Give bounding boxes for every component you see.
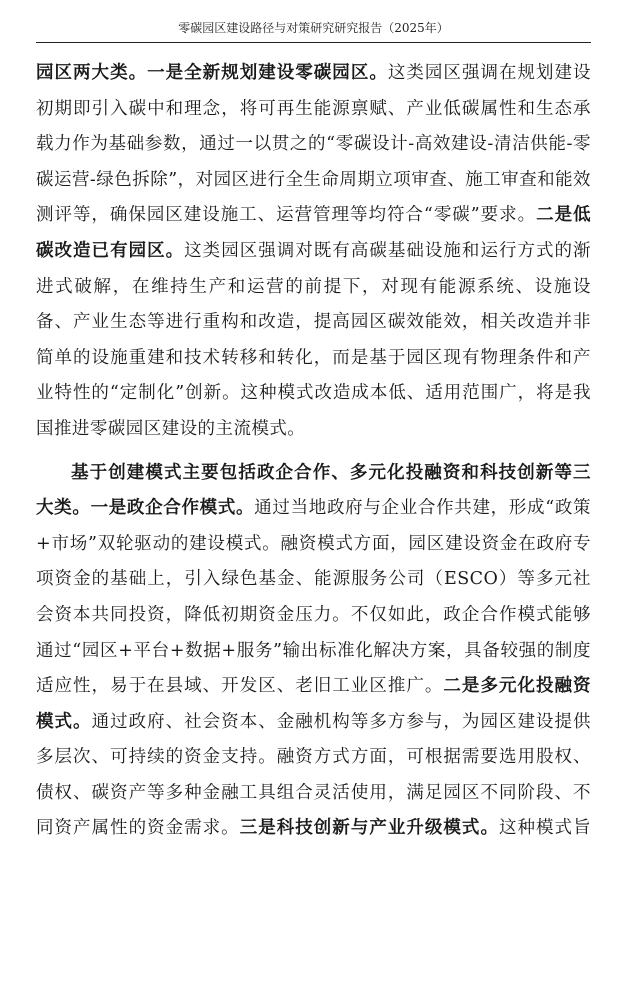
text-run: 这种模式旨: [498, 818, 591, 839]
text-run: 这类园区强调在规划建设初期即引入碳中和理念，将可再生能源禀赋、产业低碳属性和生态承载力作为基础参数，通过一以贯之的“零碳设计-高效建设-清洁供能-零碳运营-绿色拆除”，对园区进行全生命周期立项审查、施工审查和能效测评等，确保园区建设施工、运营管理等均符合“零碳”要求。: [36, 63, 592, 226]
bold-phrase: 一是政企合作模式。: [90, 498, 255, 519]
document-body: [36, 56, 591, 847]
bold-phrase: 园区两大类。: [36, 63, 148, 83]
text-run: 通过当地政府与企业合作共建，形成“政策+市场”双轮驱动的建设模式。融资模式方面，园区建设资金在政府专项资金的基础上，引入绿色基金、能源服务公司（ESCO）等多元社会资本共同投资，降低初期资金压力。不仅如此，政企合作模式能够通过“园区+平台+数据+服务”输出标准化解决方案，具备较强的制度适应性，易于在县域、开发区、老旧工业区推广。: [36, 498, 591, 697]
bold-phrase: 二是低碳改造已有园区。: [36, 205, 591, 261]
paragraph-creation-modes: [36, 456, 591, 848]
bold-phrase: 基于创建模式主要包括政企合作、多元化投融资和科技创新等三大类。: [36, 462, 591, 519]
text-run: 通过政府、社会资本、金融机构等多方参与，为园区建设提供多层次、可持续的资金支持。融资方式方面，可根据需要选用股权、债权、碳资产等多种金融工具组合灵活使用，满足园区不同阶段、不同资产属性的资金需求。: [36, 711, 591, 839]
text-run: 这类园区强调对既有高碳基础设施和运行方式的渐进式破解，在维持生产和运营的前提下，对现有能源系统、设施设备、产业生态等进行重构和改造，提高园区碳效能效，相关改造并非简单的设施重建和技术转移和转化，而是基于园区现有物理条件和产业特性的“定制化”创新。这种模式改造成本低、适用范围广，将是我国推进零碳园区建设的主流模式。: [36, 240, 591, 439]
bold-phrase: 三是科技创新与产业升级模式。: [239, 818, 499, 839]
bold-phrase: 二是多元化投融资模式。: [36, 676, 591, 732]
report-title: 零碳园区建设路径与对策研究研究报告（2025年）: [178, 21, 449, 35]
bold-phrase: 一是全新规划建设零碳园区。: [147, 63, 388, 83]
paragraph-park-types: [36, 56, 591, 448]
page-header: [36, 14, 591, 43]
